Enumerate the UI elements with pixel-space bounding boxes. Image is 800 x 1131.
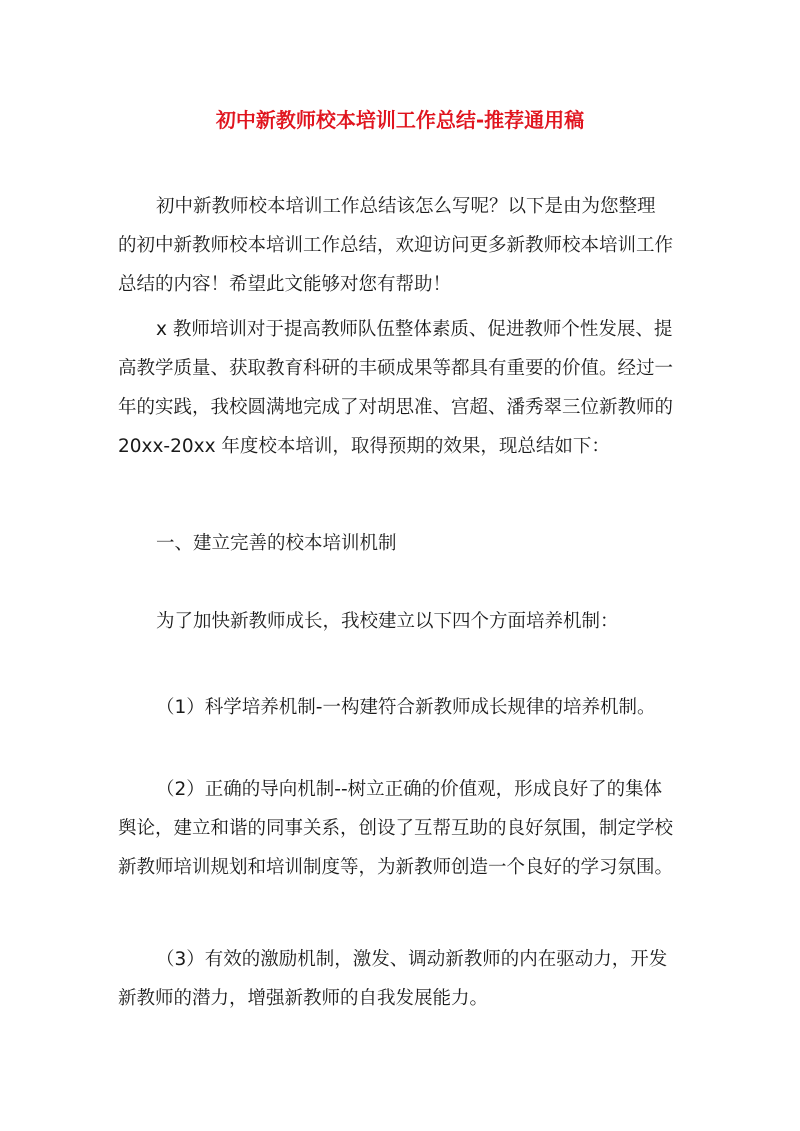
- item-3-paragraph: [118, 940, 688, 1018]
- para2-line-2: 高教学质量、获取教育科研的丰硕成果等都具有重要的价值。经过一: [118, 358, 674, 379]
- intro-line-2: 的初中新教师校本培训工作总结，欢迎访问更多新教师校本培训工作: [118, 235, 674, 256]
- document-title: 初中新教师校本培训工作总结-推荐通用稿: [215, 108, 585, 132]
- item3-line-1: （3）有效的激励机制，激发、调动新教师的内在驱动力，开发: [156, 949, 668, 970]
- item3-line-2: 新教师的潜力，增强新教师的自我发展能力。: [118, 988, 489, 1009]
- training-value-paragraph: [118, 310, 688, 466]
- item2-line-2: 舆论，建立和谐的同事关系，创设了互帮互助的良好氛围，制定学校: [118, 818, 674, 839]
- para2-line-3: 年的实践，我校圆满地完成了对胡思准、宫超、潘秀翠三位新教师的: [118, 397, 674, 418]
- intro-line-3: 总结的内容！希望此文能够对您有帮助！: [118, 274, 452, 295]
- item-1-paragraph: （1）科学培养机制-一构建符合新教师成长规律的培养机制。: [156, 697, 656, 718]
- para2-line-1: x 教师培训对于提高教师队伍整体素质、促进教师个性发展、提: [156, 319, 673, 340]
- item-2-paragraph: [118, 770, 688, 887]
- item2-line-3: 新教师培训规划和培训制度等，为新教师创造一个良好的学习氛围。: [118, 857, 674, 878]
- section-heading-1: 一、建立完善的校本培训机制: [156, 533, 397, 554]
- intro-line-1: 初中新教师校本培训工作总结该怎么写呢？以下是由为您整理: [156, 196, 656, 217]
- intro-paragraph: [118, 187, 688, 304]
- mechanism-intro-paragraph: 为了加快新教师成长，我校建立以下四个方面培养机制：: [156, 611, 619, 632]
- item2-line-1: （2）正确的导向机制--树立正确的价值观，形成良好了的集体: [156, 779, 663, 800]
- para2-line-4: 20xx-20xx 年度校本培训，取得预期的效果，现总结如下：: [118, 436, 610, 457]
